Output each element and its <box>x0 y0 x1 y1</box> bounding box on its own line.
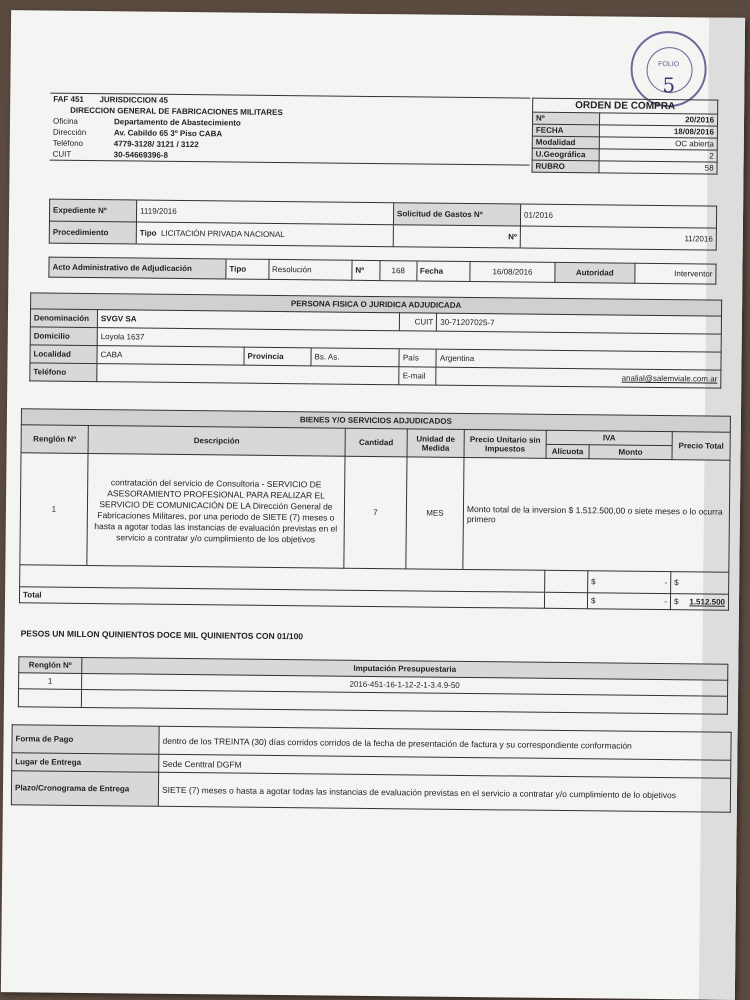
order-title: ORDEN DE COMPRA <box>533 98 718 114</box>
jurisdiction: JURISDICCION 45 <box>99 95 168 105</box>
delivery-schedule: SIETE (7) meses o hasta a agotar todas las instancias de evaluación previstas en el servicio a contratar y/o cumplimiento de lo objetivos <box>158 772 730 812</box>
acto-table: Acto Administrativo de Adjudicación Tipo Resolución Nº 168 Fecha 16/08/2016 Autoridad Interventor <box>48 257 716 285</box>
table-row: 1 contratación del servicio de Consultoria - SERVICIO DE ASESORAMIENTO PROFESIONAL PARA REALIZAR EL SERVICIO DE COMUNICACIÓN DE LA Dirección General de Fabricaciones Militares, por una periodo de SIETE (7) meses o hasta a agotar todas las instancias de evaluación previstas en el servicio a contratar y/o cumplimiento de los objetivos 7 MES Monto total de la inversion $ 1.512.500,00 o siete meses o lo ocurra primero <box>20 453 730 572</box>
form-code: FAF 451 <box>53 94 84 104</box>
investment-note: Monto total de la inversion $ 1.512.500,00 o siete meses o lo ocurra primero <box>463 457 730 572</box>
document-sheet <box>1 10 745 1000</box>
organization-name: DIRECCION GENERAL DE FABRICACIONES MILITARES <box>70 105 283 118</box>
adjudicatario-name: SVGV SA <box>97 310 400 331</box>
budget-imputation: 2016-451-16-1-12-2-1-3.4.9-50 <box>82 673 728 696</box>
imputacion-table: Renglón Nº Imputación Presupuestaria 1 2016-451-16-1-12-2-1-3.4.9-50 <box>18 656 728 714</box>
email-link[interactable]: analial@salemviale.com.ar <box>436 367 721 388</box>
delivery-place: Sede Centtral DGFM <box>159 754 731 778</box>
bienes-section-title: BIENES Y/O SERVICIOS ADJUDICADOS <box>21 409 730 432</box>
persona-table: PERSONA FISICA O JURIDICA ADJUDICADA Denominación SVGV SA CUIT 30-71207025-7 Domicilio Loyola 1637 Localidad CABA Provincia Bs. As. País Argentina Teléfono E-mail analial@salemviale.com.ar <box>29 292 722 388</box>
order-date: 18/08/2016 <box>599 125 717 138</box>
order-table: ORDEN DE COMPRA Nº 20/2016 FECHA 18/08/2016 Modalidad OC abierta U.Geográfica 2 RUBRO 58 <box>531 98 718 175</box>
service-description: contratación del servicio de Consultoria - SERVICIO DE ASESORAMIENTO PROFESIONAL PARA REALIZAR EL SERVICIO DE COMUNICACIÓN DE LA Dirección General de Fabricaciones Militares, por una periodo de SIETE (7) meses o hasta a agotar todas las instancias de evaluación previstas en el servicio a contratar y/o cumplimiento de los objetivos <box>87 454 345 569</box>
folio-stamp: FOLIO 5 <box>630 31 707 108</box>
order-number: 20/2016 <box>599 113 717 126</box>
amount-in-words: PESOS UN MILLON QUINIENTOS DOCE MIL QUINIENTOS CON 01/100 <box>20 628 304 642</box>
folio-signature: 5 <box>662 73 676 98</box>
procedure-type: LICITACIÓN PRIVADA NACIONAL <box>160 228 285 240</box>
bienes-table: BIENES Y/O SERVICIOS ADJUDICADOS Renglón Nº Descripción Cantidad Unidad de Medida Precio Unitario sin Impuestos IVA Precio Total Alícuota Monto 1 contratación del servicio de Consultoria - SERVICIO DE ASESORAMIENTO PROFESIONAL PARA REALIZAR EL SERVICIO DE COMUNICACIÓN DE LA Dirección General de Fabricaciones Militares, por una periodo de SIETE (7) meses o hasta a agotar todas las instancias de evaluación previstas en el servicio a contratar y/o cumplimiento de los objetivos 7 MES Monto total de la inversion $ 1.512.500,00 o siete meses o lo ocurra primero $ - $ Total $ - $ 1.512.500 <box>19 408 731 610</box>
condiciones-table: Forma de Pago dentro de los TREINTA (30) días corridos corridos de la fecha de presentación de factura y su correspondiente conformación Lugar de Entrega Sede Centtral DGFM Plazo/Cronograma de Entrega SIETE (7) meses o hasta a agotar todas las instancias de evaluación previstas en el servicio a contratar y/o cumplimiento de lo objetivos <box>11 724 732 813</box>
payment-terms: dentro de los TREINTA (30) días corridos corridos de la fecha de presentación de factura y su correspondiente conformación <box>159 726 731 760</box>
header-table: FAF 451 JURISDICCION 45 DIRECCION GENERAL DE FABRICACIONES MILITARES Oficina Departamento de Abastecimiento Dirección Av. Cabildo 65 3º Piso CABA Teléfono 4779-3128/ 3121 / 3122 CUIT 30-54669396-8 <box>50 93 531 166</box>
persona-section-title: PERSONA FISICA O JURIDICA ADJUDICADA <box>31 293 722 316</box>
expediente-table: Expediente Nº 1119/2016 Solicitud de Gastos Nº 01/2016 Procedimiento Tipo LICITACIÓN PRIVADA NACIONAL Nº 11/2016 <box>49 199 717 251</box>
total-amount: 1.512.500 <box>689 597 726 607</box>
